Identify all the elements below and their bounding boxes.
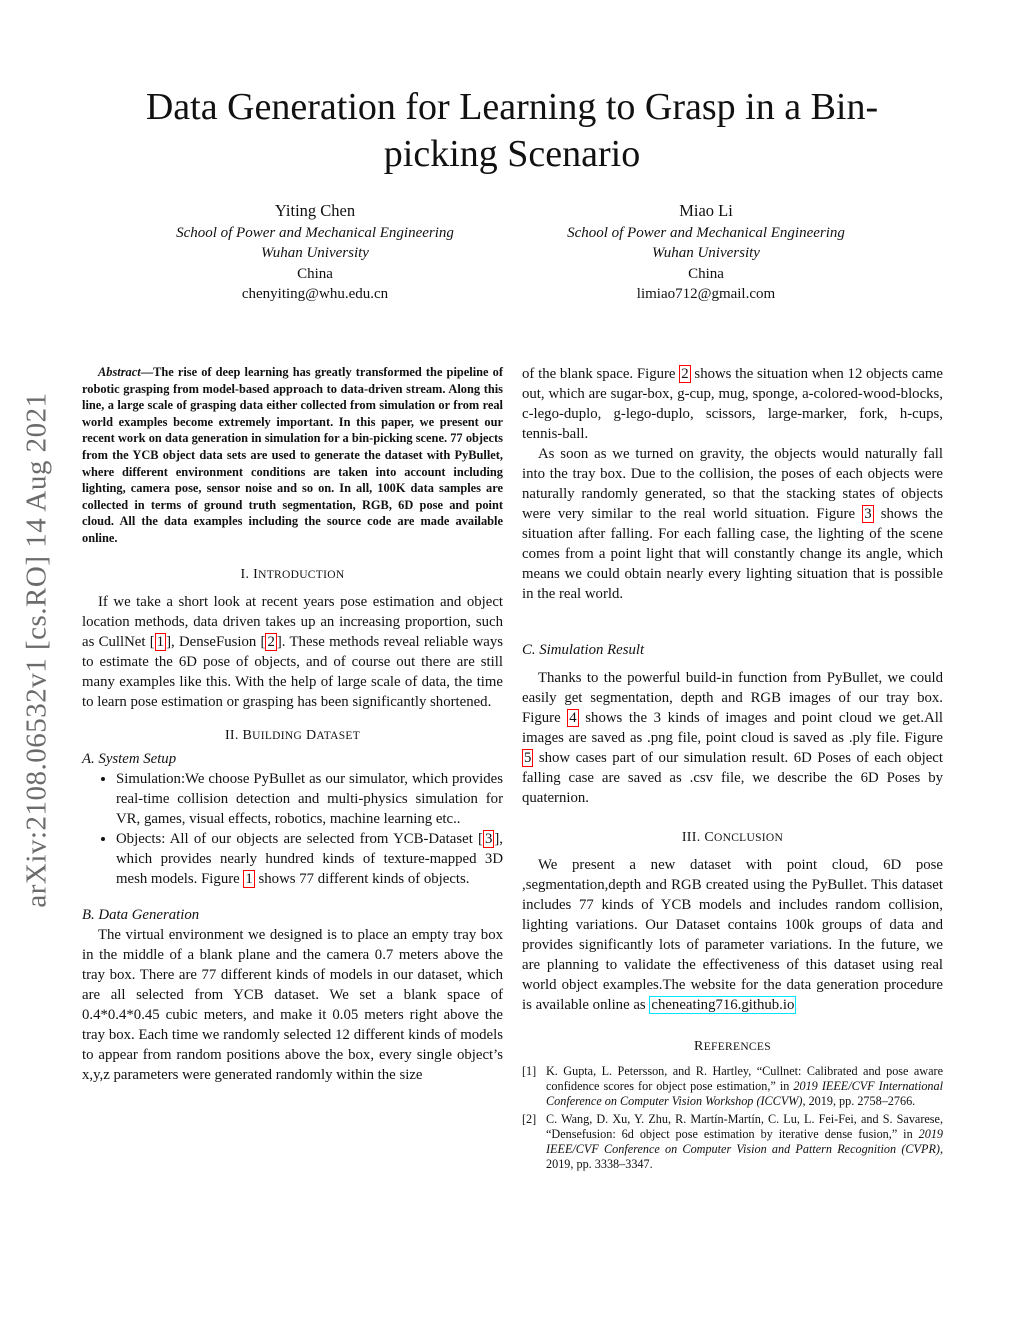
text-run: show cases part of our simulation result. 6D Poses of each object falling case are saved as .csv file, we describe the 6D Poses by quaternion.	[522, 750, 943, 806]
author-2	[496, 201, 916, 305]
section-number: II.	[224, 727, 239, 743]
text-run: If we take a short look at recent years pose estimation and object location methods, data driven takes up an increasing proportion, such as CullNet [	[82, 593, 503, 650]
reference-number: [1]	[522, 1064, 537, 1078]
section-heading-references	[522, 1037, 943, 1057]
section-initial: D	[305, 727, 317, 743]
citation-link[interactable]: 3	[484, 830, 493, 847]
paper-title: Data Generation for Learning to Grasp in a Bin-picking Scenario	[145, 86, 879, 175]
figure-link[interactable]: 5	[524, 750, 532, 766]
abstract-text: —The rise of deep learning has greatly transformed the pipeline of robotic grasping from model-based approach to data-driven stream. Along this line, a large scale of grasping data either collected from simulation or from real world examples become extremely important. In this paper, we present our recent work on data generation in simulation for a bin-picking scene. 77 objects from the YCB object data sets are used to generate the dataset with PyBullet, where different environment conditions are taken into account including lighting, camera pose, sensor noise and so on. In all, 100K data samples are collected in terms of ground truth segmentation, RGB, 6D pose and point cloud. All the data examples including the source code are made available online.	[82, 365, 503, 545]
section-rest: ONCLUSION	[713, 832, 784, 844]
author-affiliation: School of Power and Mechanical Engineering	[176, 224, 454, 241]
subsection-system-setup: A. System Setup	[82, 750, 177, 767]
system-setup-list	[82, 769, 503, 889]
section-initial: I	[253, 566, 259, 582]
author-name: Yiting Chen	[274, 201, 356, 220]
figure-link[interactable]: 1	[245, 870, 253, 887]
author-university: Wuhan University	[652, 245, 760, 261]
figure-link[interactable]: 3	[864, 506, 872, 522]
section-initial: R	[694, 1039, 704, 1054]
author-block	[0, 201, 1024, 311]
text-run: shows the situation after falling. For each falling case, the lighting of the scene comes from a point light that will constantly change its angle, which means we could obtain nearly every lighting situation that is possible in the real world.	[522, 506, 943, 602]
figure-link[interactable]: 2	[681, 366, 689, 382]
intro-paragraph	[82, 592, 503, 712]
abstract	[82, 364, 503, 547]
arxiv-sidebar	[12, 350, 62, 950]
abstract-label: Abstract	[98, 365, 141, 379]
section-rest: UILDING	[252, 729, 303, 742]
section-number: III.	[681, 830, 701, 845]
list-item: • Simulation:We choose PyBullet as our simulator, which provides real-time collision detection and multi-physics simulation for VR, games, visual effects, robotics, machine learning etc..	[116, 769, 503, 829]
author-country: China	[297, 265, 333, 282]
author-affiliation: School of Power and Mechanical Engineering	[567, 224, 845, 241]
data-generation-paragraph: The virtual environment we designed is to place an empty tray box in the middle of a blank plane and the camera 0.7 meters above the tray box. There are 77 different kinds of models in our dataset, which are all selected from YCB dataset. We set a blank space of 0.4*0.4*0.45 cubic meters, and make it 0.05 meters right above the tray box. Each time we randomly selected 12 different kinds of models to appear from random positions above the box, every single object’s x,y,z parameters were generated randomly within the size	[82, 926, 503, 1083]
website-link[interactable]: cheneating716.github.io	[651, 997, 795, 1013]
author-country: China	[688, 265, 724, 282]
section-rest: NTRODUCTION	[258, 568, 345, 581]
arxiv-identifier: arXiv:2108.06532v1 [cs.RO] 14 Aug 2021	[20, 392, 53, 908]
text-run: shows the situation when 12 objects came out, which are sugar-box, g-cup, mug, sponge, a-colored-wood-blocks, c-lego-duplo, g-lego-duplo, scissors, large-marker, fork, h-cups, tennis-ball.	[522, 366, 943, 442]
text-run: , 2019, pp. 3338–3347.	[546, 1142, 943, 1171]
citation-link[interactable]: 2	[267, 633, 275, 650]
conclusion-paragraph	[522, 855, 943, 1015]
section-initial: C	[704, 830, 714, 845]
author-name: Miao Li	[679, 201, 733, 220]
left-column	[82, 364, 503, 1085]
author-email: limiao712@gmail.com	[636, 286, 776, 302]
text-run: shows the 3 kinds of images and point cloud we get.All images are saved as .png file, point cloud is saved as .ply file. Figure	[522, 710, 943, 746]
reference-venue: 2019 IEEE/CVF Conference on Computer Vision and Pattern Recognition (CVPR)	[546, 1127, 943, 1156]
section-heading-conclusion	[522, 828, 943, 848]
author-university: Wuhan University	[261, 245, 369, 261]
text-run: , 2019, pp. 2758–2766.	[802, 1094, 916, 1108]
list-item	[116, 829, 503, 889]
text-run: ], which provides nearly hundred kinds of texture-mapped 3D mesh models. Figure	[116, 830, 503, 887]
right-column	[522, 364, 943, 1175]
text-run: As soon as we turned on gravity, the objects would naturally fall into the tray box. Due to the collision, the poses of each objects were naturally randomly generated, so that the stacking states of objects were very similar to the real world situation. Figure	[522, 446, 943, 522]
reference-text	[546, 1112, 943, 1172]
reference-number: [2]	[522, 1112, 537, 1126]
text-run: Objects: All of our objects are selected from YCB-Dataset [	[116, 830, 483, 847]
section-number: I.	[240, 566, 250, 582]
text-run: K. Gupta, L. Petersson, and R. Hartley, “Cullnet: Calibrated and pose aware confidence scores for object pose estimation,” in	[546, 1064, 943, 1093]
section-rest: ATASET	[316, 729, 361, 742]
section-rest: EFERENCES	[703, 1041, 771, 1053]
text-run: Thanks to the powerful build-in function from PyBullet, we could easily get segmentation, depth and RGB images of our tray box. Figure	[522, 670, 943, 726]
text-run: We present a new dataset with point cloud, 6D pose ,segmentation,depth and RGB created using the PyBullet. This dataset includes 77 kinds of YCB models and includes random collision, lighting variations. Our Dataset contains 100k groups of data and provides significantly lots of parameter variations. In the future, we are planning to validate the effectiveness of this dataset using real world object examples.The website for the data generation procedure is available online as	[522, 857, 943, 1013]
section-heading-introduction	[82, 565, 503, 585]
section-heading-building-dataset	[82, 726, 503, 746]
reference-list	[522, 1064, 943, 1172]
text-run: of the blank space. Figure	[522, 366, 680, 382]
text-run: C. Wang, D. Xu, Y. Zhu, R. Martín-Martín, C. Lu, L. Fei-Fei, and S. Savarese, “Densefusion: 6d object pose estimation by iterative dense fusion,” in	[546, 1112, 943, 1141]
citation-link[interactable]: 1	[156, 633, 165, 650]
data-generation-paragraph-continued	[522, 364, 943, 444]
reference-text	[546, 1064, 943, 1109]
text-run: ], DenseFusion [	[166, 633, 266, 650]
text-run: ]. These methods reveal reliable ways to estimate the 6D pose of objects, and of course out there are still many examples like this. With the help of large scale of data, the time to learn pose estimation or grasping has been significantly shortened.	[82, 633, 503, 710]
section-initial: B	[242, 727, 253, 743]
author-email: chenyiting@whu.edu.cn	[241, 286, 389, 302]
subsection-simulation-result: C. Simulation Result	[522, 642, 645, 658]
data-generation-paragraph-2	[522, 444, 943, 604]
reference-venue: 2019 IEEE/CVF International Conference on Computer Vision Workshop (ICCVW)	[546, 1079, 944, 1108]
simulation-result-paragraph	[522, 668, 943, 808]
subsection-data-generation: B. Data Generation	[82, 906, 200, 923]
figure-link[interactable]: 4	[569, 710, 577, 726]
reference-item	[522, 1064, 943, 1109]
reference-item	[522, 1112, 943, 1172]
text-run: shows 77 different kinds of objects.	[254, 870, 470, 887]
author-1	[105, 201, 525, 305]
